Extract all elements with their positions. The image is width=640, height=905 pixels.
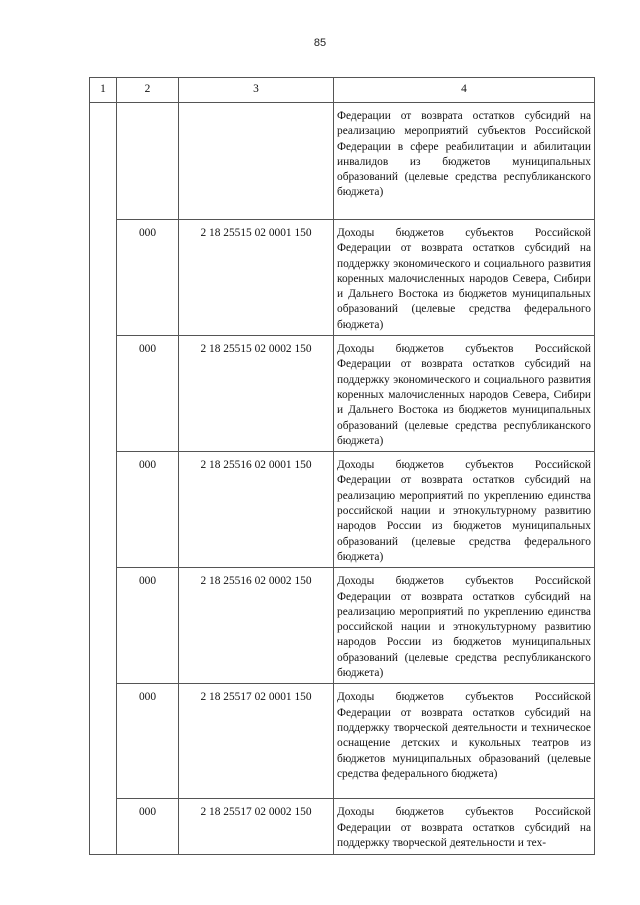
header-cell-col1: 1 xyxy=(90,78,117,103)
table-row xyxy=(90,220,595,336)
table-row xyxy=(90,568,595,684)
description-cell: Доходы бюджетов субъектов Российской Федерации от возврата остатков субсидий на поддержку творческой деятельности и техническое оснащение детских и кукольных театров из бюджетов муниципальных образований (целевые средства федерального бюджета) xyxy=(334,684,595,799)
description-cell: Доходы бюджетов субъектов Российской Федерации от возврата остатков субсидий на поддержку экономического и социального развития коренных малочисленных народов Севера, Сибири и Дальнего Востока из бюджетов муниципальных образований (целевые средства республиканского бюджета) xyxy=(334,336,595,452)
table-header-row xyxy=(90,78,595,103)
header-cell-col4: 4 xyxy=(334,78,595,103)
description-cell: Доходы бюджетов субъектов Российской Федерации от возврата остатков субсидий на поддержку экономического и социального развития коренных малочисленных народов Севера, Сибири и Дальнего Востока из бюджетов муниципальных образований (целевые средства федерального бюджета) xyxy=(334,220,595,336)
kbk-code-cell: 2 18 25517 02 0001 150 xyxy=(179,684,334,799)
description-cell: Доходы бюджетов субъектов Российской Федерации от возврата остатков субсидий на реализацию мероприятий по укреплению единства российской нации и этнокультурному развитию народов России из бюджетов муниципальных образований (целевые средства республиканского бюджета) xyxy=(334,568,595,684)
budget-classification-table xyxy=(89,77,595,855)
section-number-cell xyxy=(90,103,117,855)
table-row xyxy=(90,684,595,799)
admin-code-cell: 000 xyxy=(117,336,179,452)
kbk-code-cell: 2 18 25515 02 0002 150 xyxy=(179,336,334,452)
table-row xyxy=(90,452,595,568)
admin-code-cell: 000 xyxy=(117,220,179,336)
admin-code-cell: 000 xyxy=(117,799,179,855)
kbk-code-cell: 2 18 25517 02 0002 150 xyxy=(179,799,334,855)
header-cell-col3: 3 xyxy=(179,78,334,103)
page-number: 85 xyxy=(313,37,327,49)
description-cell: Доходы бюджетов субъектов Российской Федерации от возврата остатков субсидий на поддержку творческой деятельности и тех- xyxy=(334,799,595,855)
admin-code-cell: 000 xyxy=(117,568,179,684)
description-cell: Федерации от возврата остатков субсидий на реализацию мероприятий субъектов Российской Федерации в сфере реабилитации и абилитации инвалидов из бюджетов муниципальных образований (целевые средства республиканского бюджета) xyxy=(334,103,595,220)
table-row xyxy=(90,799,595,855)
table-row xyxy=(90,336,595,452)
kbk-code-cell: 2 18 25515 02 0001 150 xyxy=(179,220,334,336)
header-cell-col2: 2 xyxy=(117,78,179,103)
description-cell: Доходы бюджетов субъектов Российской Федерации от возврата остатков субсидий на реализацию мероприятий по укреплению единства российской нации и этнокультурному развитию народов России из бюджетов муниципальных образований (целевые средства федерального бюджета) xyxy=(334,452,595,568)
admin-code-cell: 000 xyxy=(117,684,179,799)
kbk-code-cell: 2 18 25516 02 0001 150 xyxy=(179,452,334,568)
admin-code-cell xyxy=(117,103,179,220)
table-row xyxy=(90,103,595,220)
kbk-code-cell: 2 18 25516 02 0002 150 xyxy=(179,568,334,684)
kbk-code-cell xyxy=(179,103,334,220)
admin-code-cell: 000 xyxy=(117,452,179,568)
